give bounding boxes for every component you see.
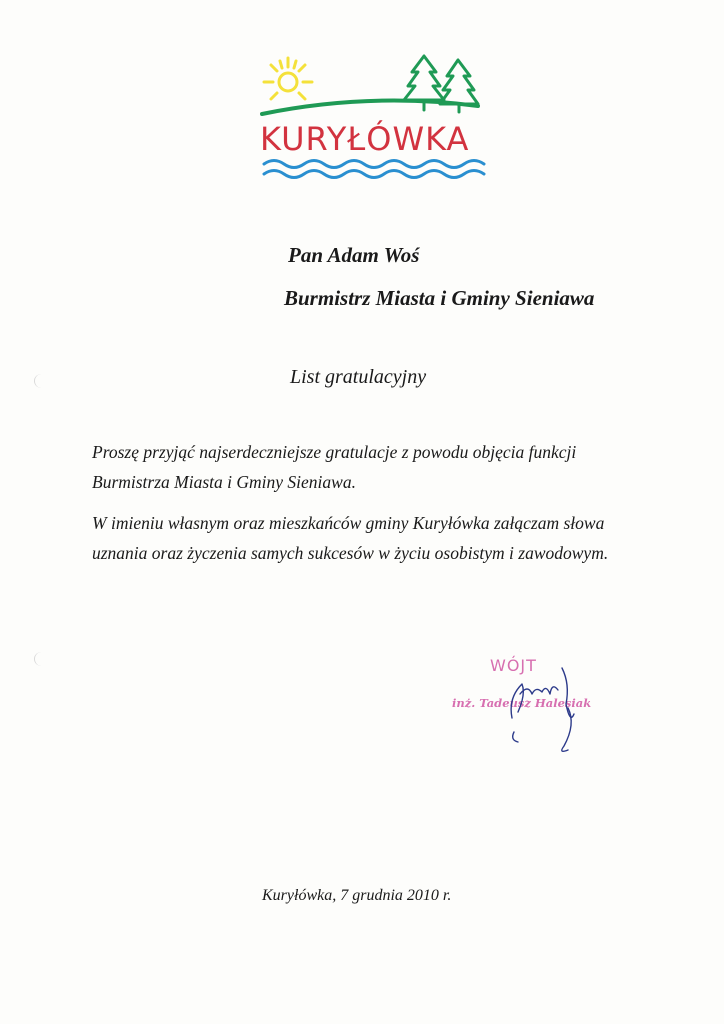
body-paragraph-2: W imieniu własnym oraz mieszkańców gminy Kuryłówka załączam słowa uznania oraz życzenia samych sukcesów w życiu osobistym i zawodowym. bbox=[92, 513, 609, 563]
kurylowka-logo bbox=[252, 48, 488, 188]
sun-icon bbox=[264, 58, 312, 99]
ground-arc bbox=[262, 101, 478, 114]
handwritten-signature bbox=[452, 654, 612, 764]
punch-hole-mark bbox=[34, 374, 49, 388]
place-and-date: Kuryłówka, 7 grudnia 2010 r. bbox=[262, 887, 452, 904]
stamp-title: WÓJT bbox=[490, 656, 537, 675]
stamp-name: inż. Tadeusz Halesiak bbox=[452, 696, 592, 710]
logo-graphic bbox=[252, 48, 488, 188]
body-paragraph-1-line-1: Proszę przyjąć najserdeczniejsze gratulacje z powodu objęcia funkcji bbox=[92, 442, 577, 462]
wave-icon bbox=[264, 161, 484, 178]
letter-heading: List gratulacyjny bbox=[290, 366, 427, 388]
punch-hole-mark bbox=[34, 652, 49, 666]
body-paragraph-1 bbox=[92, 437, 652, 497]
recipient-title: Burmistrz Miasta i Gminy Sieniawa bbox=[284, 286, 595, 310]
body-paragraph-1-line-2: Burmistrza Miasta i Gminy Sieniawa. bbox=[92, 472, 356, 492]
signature-block bbox=[452, 654, 612, 764]
recipient-name: Pan Adam Woś bbox=[288, 243, 420, 267]
logo-wordmark: KURYŁÓWKA bbox=[260, 120, 470, 158]
